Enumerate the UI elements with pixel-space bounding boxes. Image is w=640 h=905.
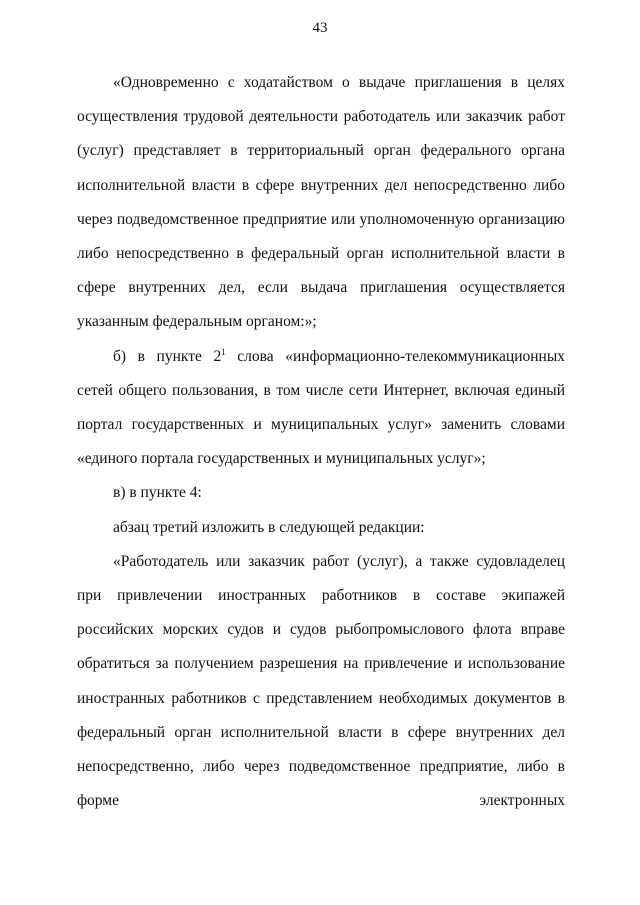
item-b-text-start: б) в пункте 2 xyxy=(113,347,222,365)
paragraph-quoted-employer: «Работодатель или заказчик работ (услуг), а также судовладелец при привлечении иностранных работников в составе экипажей российских морских судов и судов рыбопромыслового флота вправе обратиться за получением разрешения на привлечение и использование иностранных работников с представлением необходимых документов в федеральный орган исполнительной власти в сфере внутренних дел непосредственно, либо через подведомственное предприятие, либо в форме электронных xyxy=(77,552,565,810)
document-body xyxy=(77,66,565,818)
item-b-text-end: слова «информационно-телекоммуникационных сетей общего пользования, в том числе сети Интернет, включая единый портал государственных и муниципальных услуг» заменить словами «единого портала государственных и муниципальных услуг»; xyxy=(77,347,566,468)
paragraph-quoted-amendment: «Одновременно с ходатайством о выдаче приглашения в целях осуществления трудовой деятельности работодатель или заказчик работ (услуг) представляет в территориальный орган федерального органа исполнительной власти в сфере внутренних дел непосредственно либо через подведомственное предприятие или уполномоченную организацию либо непосредственно в федеральный орган исполнительной власти в сфере внутренних дел, если выдача приглашения осуществляется указанным федеральным органом:»; xyxy=(77,74,565,331)
item-b-superscript: 1 xyxy=(221,346,226,357)
page-number: 43 xyxy=(312,20,328,36)
paragraph-item-b xyxy=(77,340,565,477)
paragraph-item-v: в) в пункте 4: xyxy=(113,484,202,502)
paragraph-third-abzac: абзац третий изложить в следующей редакции: xyxy=(113,518,425,536)
